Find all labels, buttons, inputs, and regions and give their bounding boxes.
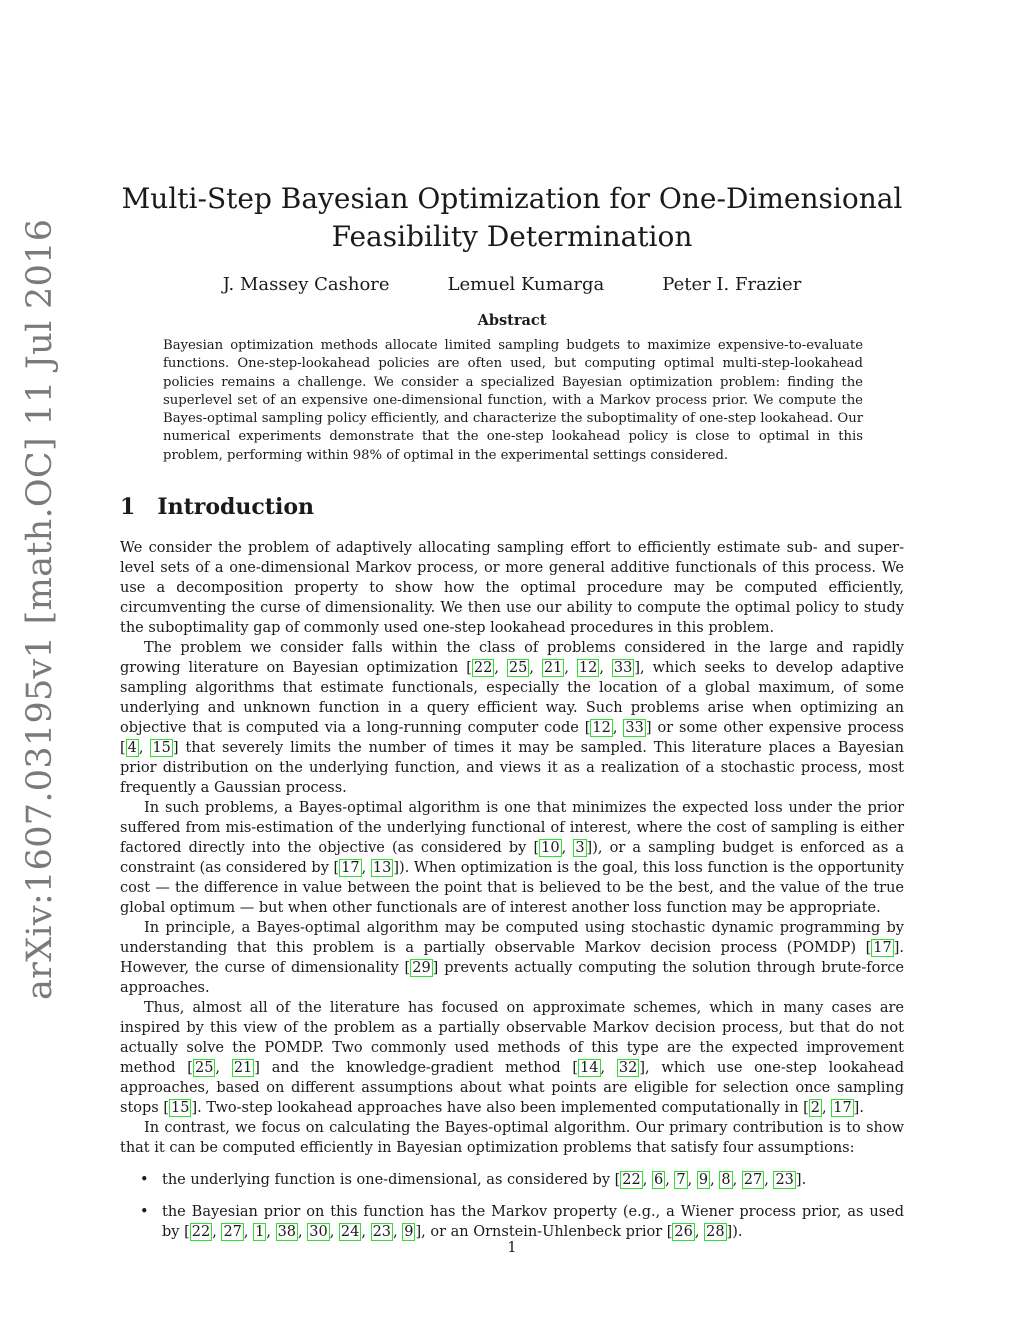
citation-link[interactable]: 21 xyxy=(543,660,563,676)
citation-link[interactable]: 27 xyxy=(743,1172,763,1188)
citation-link[interactable]: 15 xyxy=(152,740,171,756)
citation-group: [ 22 , 6 , 7 , 9 , 8 , 27 , 23 ] xyxy=(614,1172,802,1188)
citation-link[interactable]: 28 xyxy=(706,1224,725,1240)
citation-link[interactable]: 12 xyxy=(592,720,611,736)
abstract-heading: Abstract xyxy=(477,312,547,329)
citation-link[interactable]: 14 xyxy=(580,1060,599,1076)
list-item: • the Bayesian prior on this function has the Markov property (e.g., a Wiener process prior, as used by [ 22 , 27 , 1 , 38 , 30 , 24 , 23 , 9 ], or an Ornstein-Uhlenbeck prior [ 26 , 28 ]). xyxy=(140,1204,904,1240)
body-paragraph: The problem we consider falls within the class of problems considered in the large and rapidly growing literature on Bayesian optimization [ 22 , 25 , 21 , 12 , 33 ], which seeks to develop adaptive sampling algorithms that estimate functionals, especially the location of a global maximum, of some underlying and unknown function in a query efficient way. Such problems arise when optimizing an objective that is computed via a long-running computer code [ 12 , 33 ] or some other expensive process [ 4 , 15 ] that severely limits the number of times it may be sampled. This literature places a Bayesian prior distribution on the underlying function, and views it as a realization of a stochastic process, most frequently a Gaussian process. xyxy=(120,640,905,796)
citation-link[interactable]: 27 xyxy=(223,1224,242,1240)
citation-group: [ 2 , 17 ] xyxy=(803,1100,860,1116)
page-number: 1 xyxy=(507,1240,517,1256)
citation-link[interactable]: 23 xyxy=(775,1172,794,1188)
section-heading xyxy=(120,494,314,520)
citation-group: [ 14 , 32 ] xyxy=(572,1060,646,1076)
citation-link[interactable]: 17 xyxy=(341,860,360,876)
citation-link[interactable]: 9 xyxy=(698,1172,709,1188)
citation-group: [ 29 ] xyxy=(404,960,439,976)
citation-link[interactable]: 22 xyxy=(191,1224,211,1240)
citation-link[interactable]: 2 xyxy=(810,1100,820,1116)
citation-link[interactable]: 25 xyxy=(508,660,528,676)
citation-link[interactable]: 33 xyxy=(625,720,644,736)
bullet-marker: • xyxy=(140,1204,149,1220)
citation-link[interactable]: 25 xyxy=(194,1060,214,1076)
citation-link[interactable]: 24 xyxy=(340,1224,360,1240)
citation-link[interactable]: 3 xyxy=(575,840,585,856)
citation-link[interactable]: 30 xyxy=(309,1224,328,1240)
citation-link[interactable]: 8 xyxy=(721,1172,731,1188)
body-paragraph: Thus, almost all of the literature has focused on approximate schemes, which in many cases are inspired by this view of the problem as a partially observable Markov decision process, but that do not actually solve the POMDP. Two commonly used methods of this type are the expected improvement method [ 25 , 21 ] and the knowledge-gradient method [ 14 , 32 ], which use one-step lookahead approaches, based on different assumptions about what points are eligible for selection once sampling stops [ 15 ]. Two-step lookahead approaches have also been implemented computationally in [ 2 , 17 ]. xyxy=(120,1000,905,1116)
citation-link[interactable]: 33 xyxy=(613,660,633,676)
citation-group: [ 17 ] xyxy=(865,940,900,956)
list-item: • the underlying function is one-dimensional, as considered by [ 22 , 6 , 7 , 9 , 8 , 27 , 23 ]. xyxy=(140,1172,807,1188)
citation-link[interactable]: 26 xyxy=(674,1224,693,1240)
citation-group: [ 22 , 27 , 1 , 38 , 30 , 24 , 23 , 9 ] xyxy=(184,1224,422,1240)
citation-group: [ 4 , 15 ] xyxy=(120,740,179,756)
citation-link[interactable]: 12 xyxy=(578,660,598,676)
citation-link[interactable]: 22 xyxy=(473,660,493,676)
citation-group: [ 22 , 25 , 21 , 12 , 33 ] xyxy=(466,660,641,676)
citation-link[interactable]: 21 xyxy=(233,1060,253,1076)
citation-group: [ 17 , 13 ] xyxy=(333,860,400,876)
author-name: Lemuel Kumarga xyxy=(447,274,605,295)
section-number: 1 xyxy=(120,494,136,520)
author-list xyxy=(120,274,904,295)
citation-link[interactable]: 22 xyxy=(622,1172,641,1188)
citation-link[interactable]: 6 xyxy=(653,1172,664,1188)
citation-link[interactable]: 1 xyxy=(255,1224,265,1240)
citation-link[interactable]: 32 xyxy=(618,1060,638,1076)
author-name: J. Massey Cashore xyxy=(222,274,390,295)
abstract-text: Bayesian optimization methods allocate limited sampling budgets to maximize expensive-to-evaluate functions. One-step-lookahead policies are often used, but computing optimal multi-step-lookahead policies remains a challenge. We consider a specialized Bayesian optimization problem: finding the superlevel set of an expensive one-dimensional function, with a Markov process prior. We compute the Bayes-optimal sampling policy efficiently, and characterize the suboptimality of one-step lookahead. Our numerical experiments demonstrate that the one-step lookahead policy is close to optimal in this problem, performing within 98% of optimal in the experimental settings considered. xyxy=(163,338,863,463)
assumption-list xyxy=(120,1170,904,1242)
body-paragraph: In such problems, a Bayes-optimal algorithm is one that minimizes the expected loss under the prior suffered from mis-estimation of the underlying functional of interest, where the cost of sampling is either factored directly into the objective (as considered by [ 10 , 3 ]), or a sampling budget is enforced as a constraint (as considered by [ 17 , 13 ]). When optimization is the goal, this loss function is the opportunity cost — the difference in value between the point that is believed to be the best, and the value of the true global optimum — but when other functionals are of interest another loss function may be appropriate. xyxy=(120,800,905,916)
section-body xyxy=(120,538,904,1254)
paper-title: Multi-Step Bayesian Optimization for One-Dimensional Feasibility Determination xyxy=(121,182,903,253)
bullet-marker: • xyxy=(140,1172,149,1188)
citation-link[interactable]: 29 xyxy=(412,960,431,976)
section-title: Introduction xyxy=(157,494,314,520)
citation-link[interactable]: 15 xyxy=(171,1100,190,1116)
citation-link[interactable]: 4 xyxy=(127,740,137,756)
arxiv-identifier-stamp: arXiv:1607.03195v1 [math.OC] 11 Jul 2016 xyxy=(20,218,60,1000)
citation-group: [ 10 , 3 ] xyxy=(533,840,593,856)
citation-link[interactable]: 13 xyxy=(372,860,392,876)
citation-link[interactable]: 38 xyxy=(277,1224,297,1240)
citation-group: [ 12 , 33 ] xyxy=(584,720,652,736)
citation-link[interactable]: 10 xyxy=(541,840,560,856)
paragraph-list xyxy=(120,538,904,1158)
citation-group: [ 15 ] xyxy=(163,1100,198,1116)
citation-group: [ 26 , 28 ] xyxy=(666,1224,733,1240)
citation-link[interactable]: 9 xyxy=(404,1224,414,1240)
author-name: Peter I. Frazier xyxy=(662,274,802,295)
citation-link[interactable]: 23 xyxy=(372,1224,392,1240)
citation-link[interactable]: 7 xyxy=(676,1172,686,1188)
body-paragraph: In contrast, we focus on calculating the Bayes-optimal algorithm. Our primary contribution is to show that it can be computed efficiently in Bayesian optimization problems that satisfy four assumptions: xyxy=(120,1120,904,1156)
citation-group: [ 25 , 21 ] xyxy=(187,1060,260,1076)
citation-link[interactable]: 17 xyxy=(873,940,892,956)
body-paragraph: In principle, a Bayes-optimal algorithm may be computed using stochastic dynamic programming by understanding that this problem is a partially observable Markov decision process (POMDP) [ 17 ]. However, the curse of dimensionality [ 29 ] prevents actually computing the solution through brute-force approaches. xyxy=(120,920,904,996)
citation-link[interactable]: 17 xyxy=(833,1100,852,1116)
body-paragraph: We consider the problem of adaptively allocating sampling effort to efficiently estimate sub- and super-level sets of a one-dimensional Markov process, or more general additive functionals of this process. We use a decomposition property to show how the optimal procedure may be computed efficiently, circumventing the curse of dimensionality. We then use our ability to compute the optimal policy to study the suboptimality gap of commonly used one-step lookahead procedures in this problem. xyxy=(120,540,904,636)
